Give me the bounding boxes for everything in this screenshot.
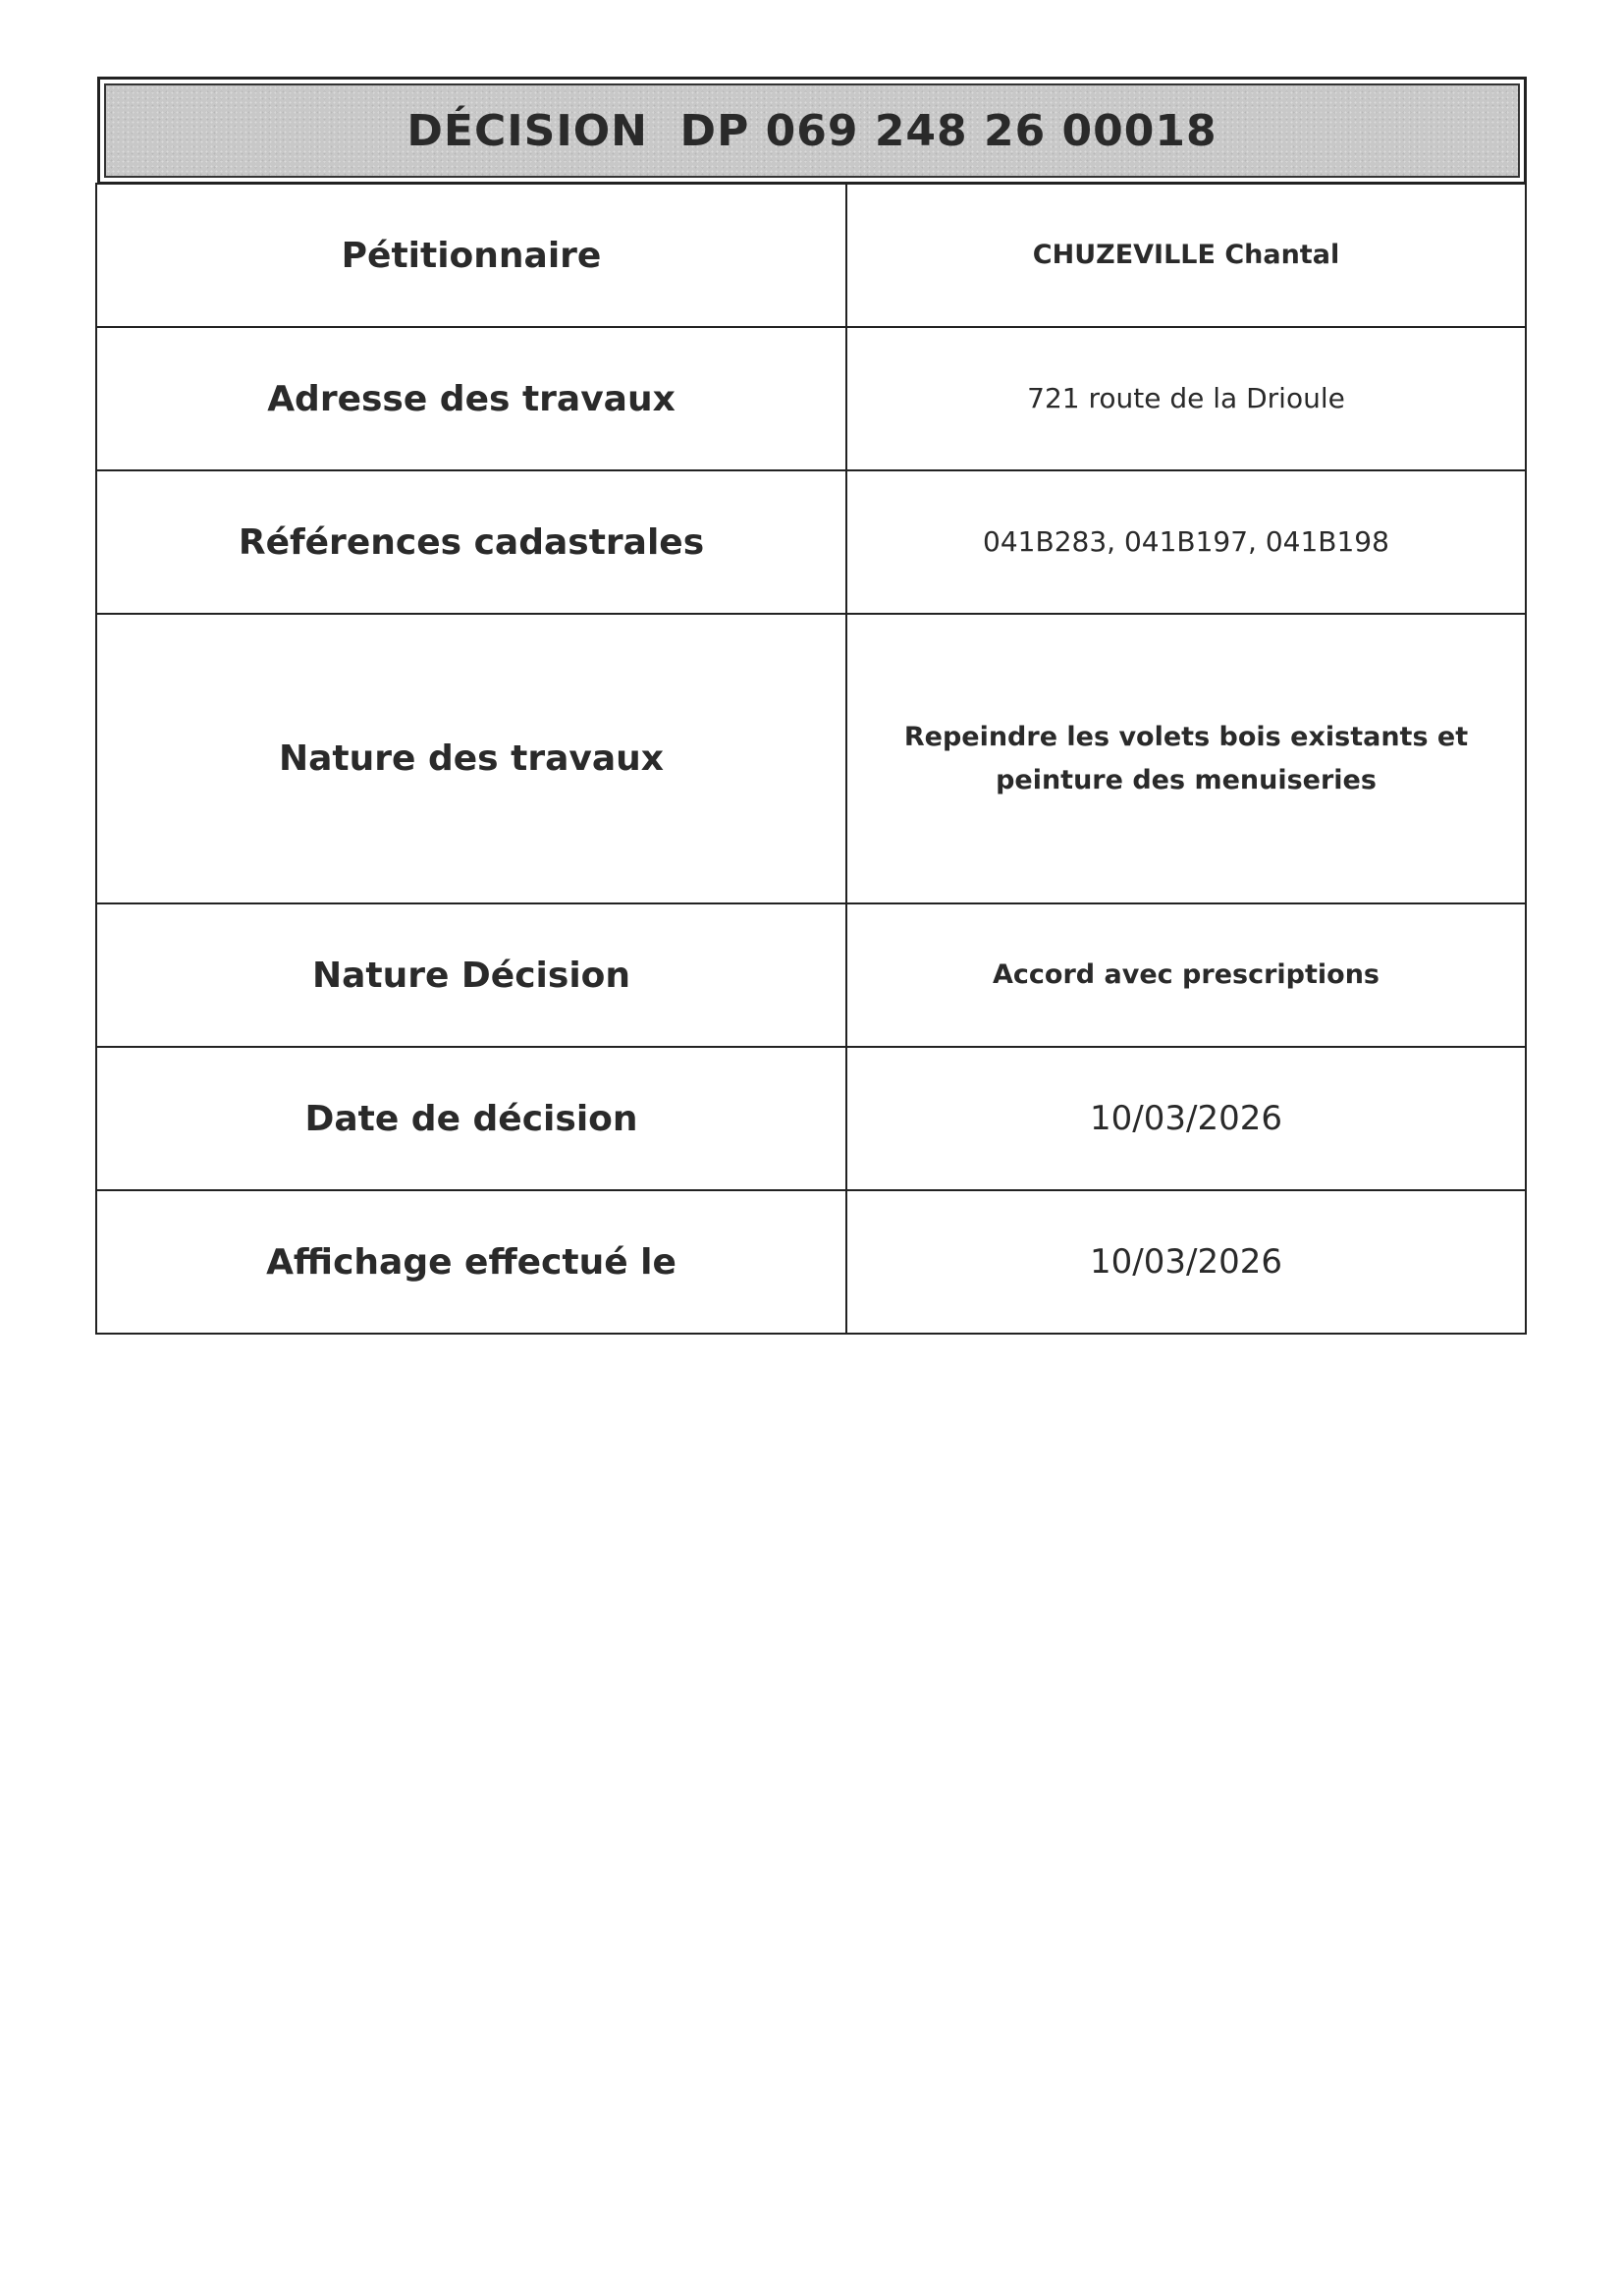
row-value: Accord avec prescriptions (846, 903, 1526, 1047)
decision-title: DÉCISION DP 069 248 26 00018 (406, 105, 1217, 156)
row-value: 721 route de la Drioule (846, 327, 1526, 470)
table-row-nature-decision (96, 903, 1526, 1047)
decision-title-box (97, 77, 1527, 185)
table-row-date-decision (96, 1047, 1526, 1190)
table-row-references (96, 470, 1526, 614)
decision-details-table (95, 183, 1527, 1335)
row-label: Références cadastrales (96, 470, 846, 614)
table-row-affichage (96, 1190, 1526, 1334)
table-row-petitionnaire (96, 184, 1526, 327)
decision-title-banner (104, 83, 1520, 178)
row-value: 10/03/2026 (846, 1190, 1526, 1334)
row-label: Nature Décision (96, 903, 846, 1047)
row-label: Date de décision (96, 1047, 846, 1190)
row-label: Adresse des travaux (96, 327, 846, 470)
row-value: 10/03/2026 (846, 1047, 1526, 1190)
row-label: Pétitionnaire (96, 184, 846, 327)
row-label: Affichage effectué le (96, 1190, 846, 1334)
table-row-adresse (96, 327, 1526, 470)
row-value: 041B283, 041B197, 041B198 (846, 470, 1526, 614)
row-label: Nature des travaux (96, 614, 846, 903)
row-value: CHUZEVILLE Chantal (846, 184, 1526, 327)
table-row-nature-travaux (96, 614, 1526, 903)
row-value: Repeindre les volets bois existants et peinture des menuiseries (846, 614, 1526, 903)
